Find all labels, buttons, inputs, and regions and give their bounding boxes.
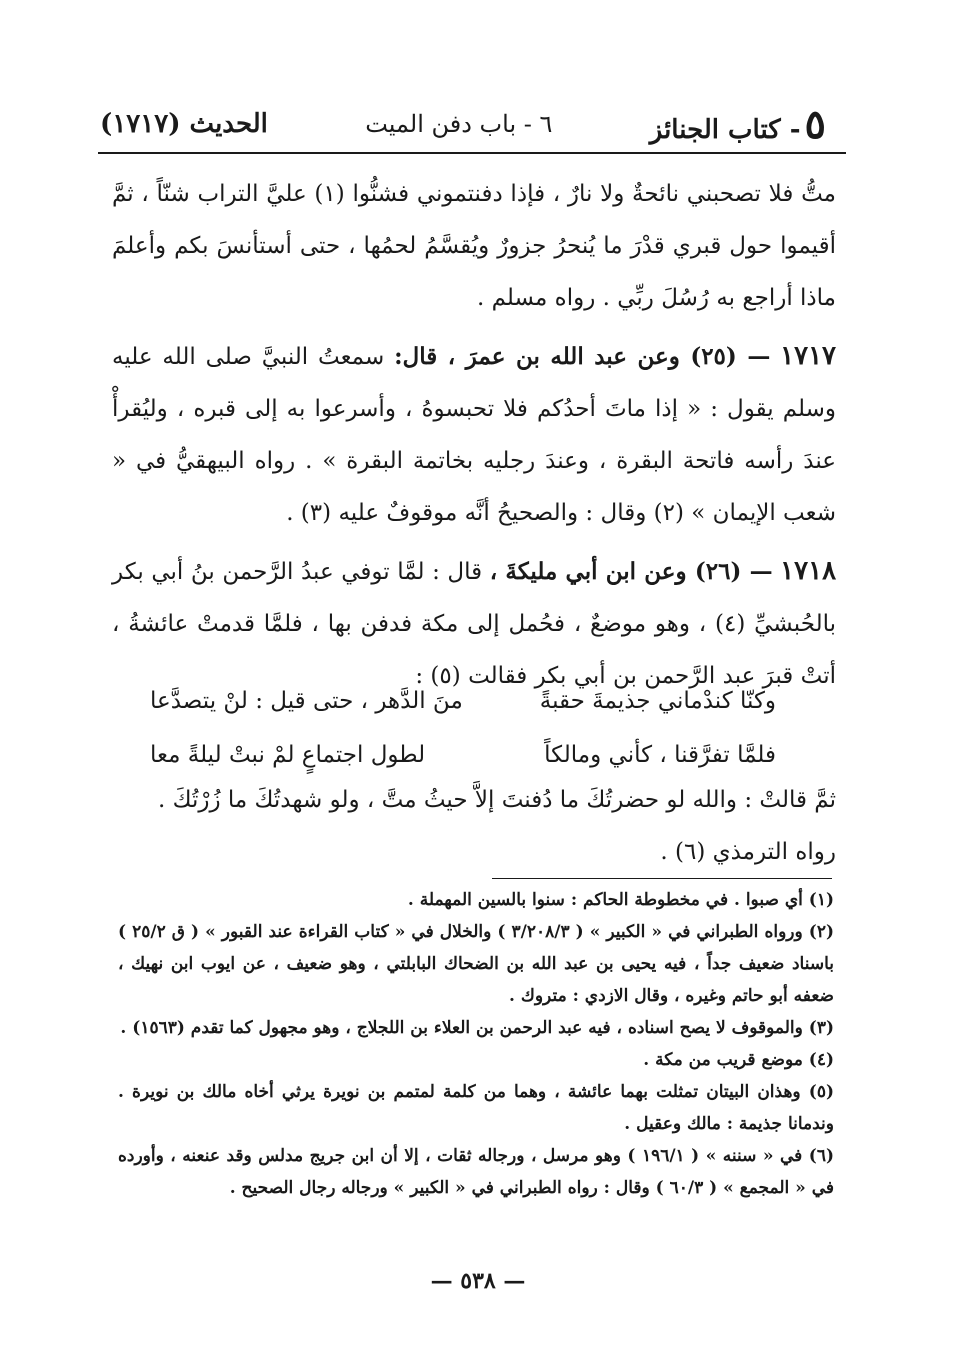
- hadith-narrator: — (٢٥) وعن عبد الله بن عمرَ ، قال:: [394, 343, 771, 370]
- poem-verse: [150, 674, 776, 728]
- verse-second-half: منَ الدَّهر ، حتى قيل : لنْ يتصدَّعا: [150, 688, 463, 714]
- source-line: رواه الترمذي (٦) .: [660, 839, 836, 865]
- footnotes: [118, 884, 834, 1204]
- intro-paragraph: متُّ فلا تصحبني نائحةٌ ولا نارٌ ، فإذا دفنتموني فشنُّوا (١) عليَّ التراب شنّاً ، ثمَّ أقيموا حول قبري قدْرَ ما يُنحرُ جزورٌ ويُقسَّمُ لحمُها ، حتى أستأنسَ بكم وأعلمَ ماذا أراجع به رُسُلَ ربِّي . رواه مسلم .: [112, 181, 836, 311]
- hadith-number: ١٧١٧: [780, 341, 837, 371]
- footnote-1: (١) أي صبوا . في مخطوطة الحاكم : سنوا بالسين المهملة .: [407, 890, 834, 910]
- part-title-text: - كتاب الجنائز: [649, 114, 801, 145]
- part-number: ٥: [804, 100, 826, 148]
- footnote-4: (٤) موضع قريب من مكة .: [643, 1050, 834, 1070]
- header-rule: [98, 152, 846, 154]
- footnote-5: (٥) وهذان البيتان تمثلت بهما عائشة ، وهما من كلمة لمتمم بن نويرة يرثي أخاه مالك بن نويرة . وندمانا جذيمة : مالك وعقيل .: [118, 1082, 834, 1134]
- verse-second-half: لطول اجتماعٍ لمْ نبتْ ليلةً معا: [150, 742, 426, 768]
- hadith-1717: [112, 330, 836, 539]
- closing-line: ثمَّ قالتْ : والله لو حضرتُكَ ما دُفنتَ إلاَّ حيثُ متَّ ، ولو شهدتُكَ ما زُرْتُكَ .: [157, 787, 836, 813]
- footnote-6: (٦) في « سننه » ( ١٩٦/١ ) وهو مرسل ، ورجاله ثقات ، إلا أن ابن جريج مدلس وقد عنعنه ، وأورده في « المجمع » ( ٦٠/٣ ) وقال : رواه الطبراني في « الكبير » ورجاله رجال الصحيح .: [118, 1146, 834, 1198]
- closing-text: [112, 774, 836, 878]
- footnote-2: (٢) ورواه الطبراني في « الكبير » ( ٣/٢٠٨/٣ ) والخلال في « كتاب القراءة عند القبور » ( ق ٢٥/٢ ) باسناد ضعيف جداً ، فيه يحيى بن عبد الله بن الضحاك البابلتي ، وهو ضعيف ، عن ايوب ابن نهيك ، ضعفه أبو حاتم وغيره ، وقال الازدي : متروك .: [118, 922, 834, 1006]
- chapter-title: ٦ - باب دفن الميت: [365, 110, 553, 138]
- poem: [150, 674, 776, 782]
- verse-first-half: فلمَّا تفرَّقنا ، كأني ومالكاً: [544, 742, 776, 768]
- main-text: [112, 168, 836, 702]
- running-header: [100, 100, 826, 148]
- footnote-3: (٣) والموقوف لا يصح اسناده ، فيه عبد الرحمن بن العلاء بن اللجلاج ، وهو مجهول كما تقدم (١٥٦٣) .: [120, 1018, 834, 1038]
- footnote-rule: [492, 878, 832, 879]
- hadith-text: قال : لمَّا توفي عبدُ الرَّحمن بنُ أبي بكر بالحُبشيِّ (٤) ، وهو موضعٌ ، فحُمل إلى مكة فدفن بها ، فلمَّا قدمتْ عائشةُ ، أتتْ قبرَ عبد الرَّحمن بن أبي بكر فقالت (٥) :: [112, 559, 836, 689]
- hadith-text: سمعتُ النبيَّ صلى الله عليه وسلم يقول : « إذا ماتَ أحدُكم فلا تحبسوهُ ، وأسرعوا به إلى قبره ، وليُقرأْ عندَ رأسه فاتحة البقرة ، وعندَ رجليه بخاتمة البقرة » . رواه البيهقيُّ في « شعب الإيمان » (٢) وقال : والصحيحُ أنَّه موقوفٌ عليه (٣) .: [112, 344, 836, 526]
- hadith-number: ١٧١٨: [780, 556, 837, 586]
- verse-first-half: وكنّا كندْماني جذيمةَ حقبةً: [539, 688, 776, 714]
- page-number: — ٥٣٨ —: [430, 1268, 526, 1294]
- part-title: [650, 101, 826, 148]
- hadith-narrator: — (٢٦) وعن ابن أبي مليكةَ ،: [489, 558, 773, 585]
- hadith-reference: الحديث (١٧١٧): [100, 109, 268, 139]
